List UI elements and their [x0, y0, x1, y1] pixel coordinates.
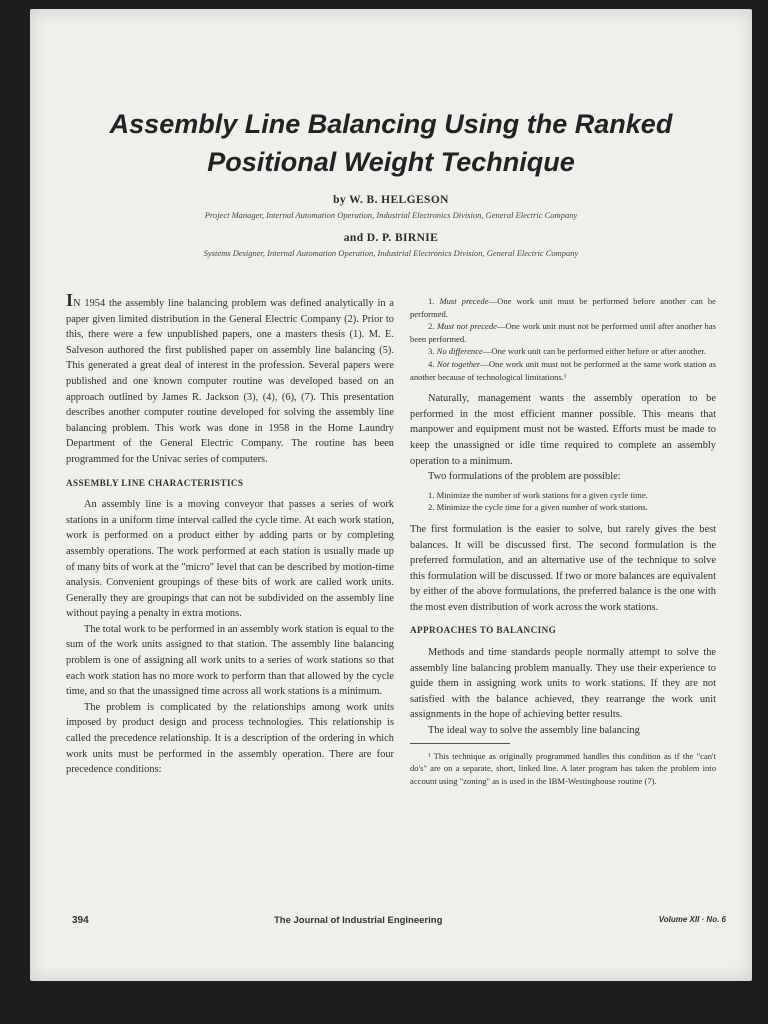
body-paragraph: An assembly line is a moving conveyor that passes a series of work stations in a uniform time interval called the cycle time. At each work station, work is performed on a product either by adding parts or by completing assembly operations. The work performed at each station is usually made up of many bits of work at the "micro" level that can be described by motion-time analysis. Convenient groupings of these bits of work are called work units. Generally they are groupings that can not be subdivided on the assembly line without paying a penalty in extra motions.: [66, 499, 394, 620]
condition-term: Must precede: [439, 296, 489, 306]
condition-term: Must not precede: [436, 321, 497, 332]
list-item: 2. Minimize the cycle time for a given number of work stations.: [428, 502, 648, 513]
list-item: 1. Must precede—One work unit must be performed before another can be performed.: [410, 296, 716, 319]
condition-term: Not together: [436, 358, 481, 369]
authors-block: [30, 194, 752, 270]
body-paragraph: The problem is complicated by the relationships among work units imposed by product design and process technologies. This relationship is called the precedence relationship. It is a description of the ordering in which work units must be performed in the assembly operation. There are four precedence conditions:: [66, 701, 394, 776]
formulations-list: [410, 489, 716, 514]
section-heading-approaches: APPROACHES TO BALANCING: [410, 625, 557, 636]
author-2-byline: and D. P. BIRNIE: [343, 232, 439, 244]
article-title: Assembly Line Balancing Using the Ranked Positional Weight Technique: [109, 109, 673, 177]
body-paragraph: The total work to be performed in an assembly work station is equal to the sum of the work units assigned to that station. The assembly line balancing problem is one of assigning all work units to a series of work stations so that each work station has no more work to perform than that allowed by the cycle time, and so that the unassigned time across all work stations is a minimum.: [66, 623, 394, 698]
volume-issue: Volume XII · No. 6: [658, 915, 726, 924]
list-item: 4. Not together—One work unit must not be performed at the same work station as another because of technological limitations.¹: [410, 358, 716, 382]
author-1-affiliation: Project Manager, Internal Automation Operation, Industrial Electronics Division, General Electric Company: [204, 210, 578, 220]
page-footer: [72, 915, 726, 931]
body-paragraph: Two formulations of the problem are possible:: [428, 471, 621, 483]
left-column: [66, 290, 394, 778]
body-paragraph: Methods and time standards people normally attempt to solve the assembly line balancing problem manually. They use their experience to guide them in assigning work units to work stations. If they are not satisfied with the balance achieved, they rearrange the work unit assignments in the hope of achieving better results.: [410, 647, 716, 721]
list-item: 1. Minimize the number of work stations for a given cycle time.: [428, 489, 648, 500]
intro-paragraph: [66, 290, 394, 468]
section-heading-characteristics: ASSEMBLY LINE CHARACTERISTICS: [66, 477, 244, 488]
author-1-byline: by W. B. HELGESON: [333, 194, 449, 206]
footnote-rule: [410, 743, 510, 744]
body-paragraph: Naturally, management wants the assembly operation to be performed in the most efficient manner possible. This means that manpower and equipment must not be wasted. Efforts must be made to keep the unassigned or idle time required to complete an assembly operation to a minimum.: [410, 393, 716, 467]
body-paragraph: The first formulation is the easier to solve, but rarely gives the best balances. It will be discussed first. The second formulation is the preferred formulation, and an alternative use of the technique to solve this formulation will be discussed. If two or more balances are equivalent by either of the above formulations, the preferred balance is the one with the most even distribution of work across the work stations.: [410, 523, 716, 613]
intro-text: N 1954 the assembly line balancing problem was defined analytically in a paper given limited distribution in the General Electric Company (2). Prior to this, there were a few unpublished papers, one a masters thesis (1). M. E. Salveson authored the first published paper on assembly line balancing (5). This generated a great deal of interest in the profession. Several papers were published and one known computer routine was developed based on an approach outlined by James R. Jackson (3), (4), (6), (7). This presentation describes another computer routine developed for solving the assembly line balancing problem. This work was done in 1958 in the Home Laundry Department of the General Electric Company. The routine has been programmed for the Univac series of computers.: [66, 298, 394, 465]
condition-term: No difference: [436, 346, 483, 357]
page-number: 394: [72, 915, 89, 926]
body-paragraph: The ideal way to solve the assembly line balancing: [428, 725, 640, 737]
author-2-affiliation: Systems Designer, Internal Automation Operation, Industrial Electronics Division, General Electric Company: [203, 248, 579, 258]
right-column: [410, 295, 716, 787]
drop-cap: I: [66, 290, 74, 310]
list-item: 3. No difference—One work unit can be performed either before or after another.: [428, 346, 706, 357]
journal-name: The Journal of Industrial Engineering: [274, 915, 443, 926]
journal-page: [30, 9, 752, 981]
precedence-conditions-list: [410, 295, 716, 383]
footnote: ¹ This technique as originally programmed handles this condition as if the "can't do's" are on a separate, short, linked line. A later program has taken the problem into account using "zoning" as is used in the IBM-Westinghouse routine (7).: [410, 750, 716, 786]
list-item: 2. Must not precede—One work unit must not be performed until after another has been performed.: [410, 321, 717, 344]
